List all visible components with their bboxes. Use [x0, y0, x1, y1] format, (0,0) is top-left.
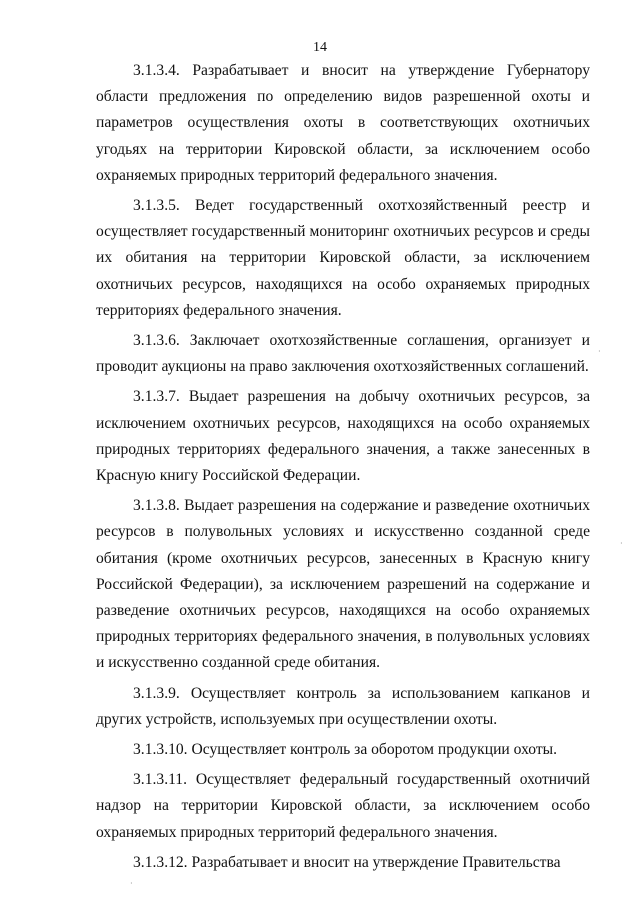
paragraph-3-1-3-7: 3.1.3.7. Выдает разрешения на добычу охотничьих ресурсов, за исключением охотничьих ресурсов, находящихся на особо охраняемых природных территориях федерального значения, а также занесенных в Красную книгу Российской Федерации.: [96, 388, 590, 485]
paragraph-3-1-3-8: 3.1.3.8. Выдает разрешения на содержание и разведение охотничьих ресурсов в полувольных условиях и искусственно созданной среде обитания (кроме охотничьих ресурсов, занесенных в Красную книгу Российской Федерации), за исключением разрешений на содержание и разведение охотничьих ресурсов, находящихся на особо охраняемых природных территориях федерального значения, в полувольных условиях и искусственно созданной среде обитания.: [96, 497, 590, 672]
paragraph-3-1-3-9: 3.1.3.9. Осуществляет контроль за использованием капканов и других устройств, используемых при осуществлении охоты.: [96, 684, 590, 728]
paragraph-3-1-3-4: 3.1.3.4. Разрабатывает и вносит на утверждение Губернатору области предложения по определению видов разрешенной охоты и параметров осуществления охоты в соответствующих охотничьих угодьях на территории Кировской области, за исключением особо охраняемых природных территорий федерального значения.: [96, 62, 590, 184]
paragraph-3-1-3-12: 3.1.3.12. Разрабатывает и вносит на утверждение Правительства: [133, 853, 561, 871]
scan-speck: ·: [598, 347, 601, 356]
paragraph-3-1-3-11: 3.1.3.11. Осуществляет федеральный государственный охотничий надзор на территории Кировской области, за исключением особо охраняемых природных территорий федерального значения.: [96, 771, 590, 841]
scan-speck: ·: [620, 539, 623, 548]
document-body: [96, 58, 590, 880]
paragraph-3-1-3-6: 3.1.3.6. Заключает охотхозяйственные соглашения, организует и проводит аукционы на право заключения охотхозяйственных соглашений.: [96, 332, 590, 376]
scan-speck: ·: [130, 879, 133, 888]
paragraph-3-1-3-10: 3.1.3.10. Осуществляет контроль за оборотом продукции охоты.: [133, 741, 558, 759]
paragraph-3-1-3-5: 3.1.3.5. Ведет государственный охотхозяйственный реестр и осуществляет государственный мониторинг охотничьих ресурсов и среды их обитания на территории Кировской области, за исключением охотничьих ресурсов, находящихся на особо охраняемых природных территориях федерального значения.: [96, 197, 590, 319]
page-number: 14: [313, 40, 327, 55]
